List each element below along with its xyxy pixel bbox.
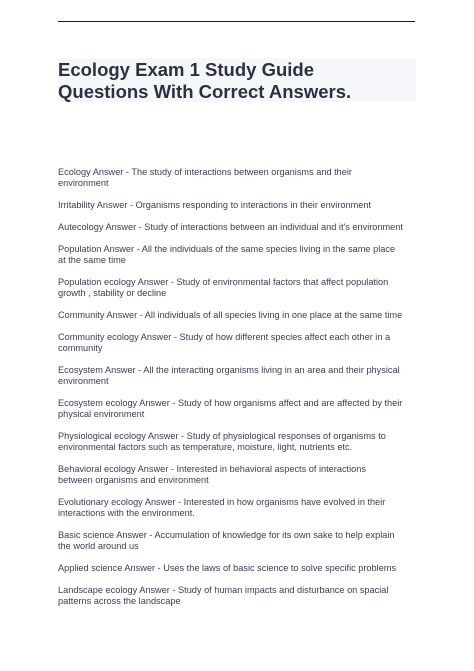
qa-entry-applied-science: Applied science Answer - Uses the laws of basic science to solve specific problems <box>58 562 397 573</box>
qa-entry-behavioral-ecology: Behavioral ecology Answer - Interested in behavioral aspects of interactions between organisms and environment <box>58 463 366 486</box>
qa-entry-population: Population Answer - All the individuals of the same species living in the same place at the same time <box>58 243 396 266</box>
qa-entry-ecosystem-ecology: Ecosystem ecology Answer - Study of how organisms affect and are affected by their physical environment <box>58 397 403 420</box>
qa-entry-landscape-ecology: Landscape ecology Answer - Study of human impacts and disturbance on spacial patterns across the landscape <box>58 584 389 606</box>
qa-entry-physiological-ecology: Physiological ecology Answer - Study of physiological responses of organisms to environmental factors such as temperature, moisture, light, nutrients etc. <box>58 430 386 453</box>
qa-entry-basic-science: Basic science Answer - Accumulation of knowledge for its own sake to help explain the world around us <box>58 529 395 552</box>
qa-list <box>58 167 420 618</box>
title-line-1: Ecology Exam 1 Study Guide <box>58 59 314 80</box>
title-line-2: Questions With Correct Answers. <box>58 81 352 102</box>
top-rule <box>58 21 415 22</box>
qa-entry-ecology: Ecology Answer - The study of interactions between organisms and their environment <box>58 167 352 189</box>
qa-entry-ecosystem: Ecosystem Answer - All the interacting organisms living in an area and their physical environment <box>58 364 400 387</box>
page-title <box>58 59 418 103</box>
qa-entry-population-ecology: Population ecology Answer - Study of environmental factors that affect population growth , stability or decline <box>58 276 389 299</box>
qa-entry-irritability: Irritability Answer - Organisms responding to interactions in their environment <box>58 199 372 210</box>
qa-entry-autecology: Autecology Answer - Study of interactions between an individual and it's environment <box>58 221 403 232</box>
qa-entry-community: Community Answer - All individuals of all species living in one place at the same time <box>58 309 403 320</box>
qa-entry-community-ecology: Community ecology Answer - Study of how different species affect each other in a community <box>58 331 391 354</box>
qa-entry-evolutionary-ecology: Evolutionary ecology Answer - Interested in how organisms have evolved in their interactions with the environment. <box>58 496 386 519</box>
